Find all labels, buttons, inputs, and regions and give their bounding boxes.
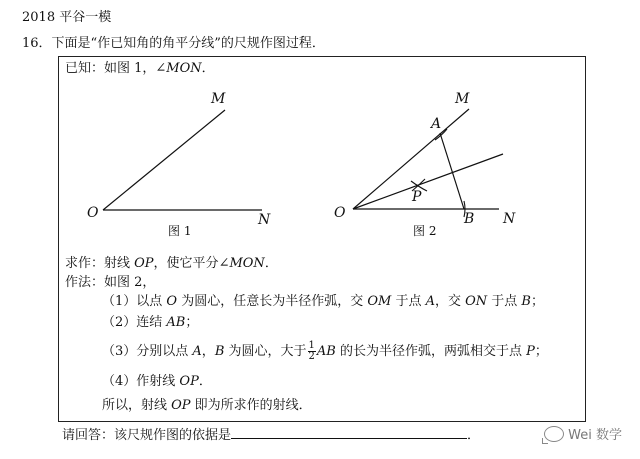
conclusion-ray-op: OP (171, 398, 191, 413)
step-2-segment-ab: AB (166, 315, 186, 330)
step-3-text-e: ； (534, 344, 548, 359)
task-angle: ∠MON (218, 256, 265, 271)
given-statement (65, 61, 215, 77)
step-1-point-o: O (166, 294, 178, 309)
step-4-ray-op: OP (179, 374, 199, 389)
step-3-segment-ab: AB (316, 344, 336, 359)
step-1-text-b: 为圆心，任意长为半径作弧，交 (177, 294, 368, 309)
step-1-text-c: 于点 (391, 294, 426, 309)
source-header: 2018 平谷一模 (22, 10, 112, 25)
step-1-text-f: ； (530, 294, 544, 309)
question-text: 下面是“作已知角的角平分线”的尺规作图过程． (51, 36, 325, 51)
given-tail: ． (201, 61, 215, 76)
step-3-text-b: ， (201, 344, 215, 359)
watermark-text: Wei 数学 (568, 428, 622, 443)
step-1-text-a: （1）以点 (102, 294, 167, 309)
fig1-label-n: N (258, 212, 271, 228)
watermark (544, 424, 622, 443)
fig1-caption: 图 1 (168, 224, 192, 238)
step-1-point-b: B (521, 294, 531, 309)
fig2-caption: 图 2 (413, 224, 437, 238)
problem-box (58, 56, 586, 422)
step-4 (102, 374, 212, 390)
conclusion-text-a: 所以，射线 (102, 398, 172, 413)
task-ray: OP (134, 256, 154, 271)
figure-2 (334, 91, 516, 238)
step-1-text-d: ，交 (434, 294, 466, 309)
conclusion-text-b: 即为所求作的射线． (190, 398, 312, 413)
step-3-point-p: P (526, 344, 535, 359)
geometry-figures (59, 57, 587, 423)
fig2-segment-ab (440, 133, 464, 209)
fig2-label-p: P (412, 189, 422, 205)
method-label: 作法：如图 2， (65, 275, 156, 290)
conclusion (102, 398, 312, 414)
question-number: 16． (22, 36, 52, 51)
question-intro (22, 36, 325, 52)
task-statement (65, 256, 278, 272)
step-1-ray-om: OM (367, 294, 392, 309)
fig2-label-m: M (455, 91, 470, 107)
fraction-one-half (308, 341, 316, 362)
step-3-point-b: B (214, 344, 225, 359)
fig2-ray-om (353, 109, 469, 209)
fig2-ray-op (353, 154, 503, 209)
chat-bubble-icon (544, 426, 564, 442)
given-angle: ∠MON (155, 61, 202, 76)
step-3-text-c: 为圆心，大于 (224, 344, 307, 359)
step-1-text-e: 于点 (487, 294, 522, 309)
given-label: 已知：如图 1， (65, 61, 156, 76)
fig2-label-o: O (334, 205, 346, 221)
fig1-label-m: M (211, 91, 226, 107)
fig2-label-n: N (503, 211, 516, 227)
task-end: ． (264, 256, 278, 271)
step-4-text-a: （4）作射线 (102, 374, 180, 389)
answer-prompt: 请回答：该尺规作图的依据是 (62, 428, 232, 443)
fig1-label-o: O (87, 205, 99, 221)
step-4-text-b: ． (198, 374, 212, 389)
step-3-text-d: 的长为半径作弧，两弧相交于点 (335, 344, 527, 359)
fraction-denominator: 2 (308, 351, 315, 362)
fraction-numerator: 1 (308, 340, 315, 351)
step-2-text-a: （2）连结 (102, 315, 167, 330)
step-1 (102, 294, 544, 310)
step-2 (102, 315, 198, 331)
task-prefix: 求作：射线 (65, 256, 135, 271)
step-1-point-a: A (425, 294, 435, 309)
step-2-text-b: ； (185, 315, 199, 330)
answer-line (62, 426, 480, 444)
fig2-label-b: B (464, 211, 475, 227)
fig1-ray-om (103, 110, 225, 210)
figure-1 (87, 91, 271, 238)
fig2-label-a: A (431, 116, 442, 132)
step-3-text-a: （3）分别以点 (102, 344, 193, 359)
answer-blank[interactable] (231, 426, 467, 439)
step-1-ray-on: ON (465, 294, 488, 309)
task-suffix: ，使它平分 (153, 256, 219, 271)
answer-end: ． (467, 428, 481, 443)
step-3-point-a: A (192, 344, 202, 359)
step-3 (102, 341, 548, 363)
